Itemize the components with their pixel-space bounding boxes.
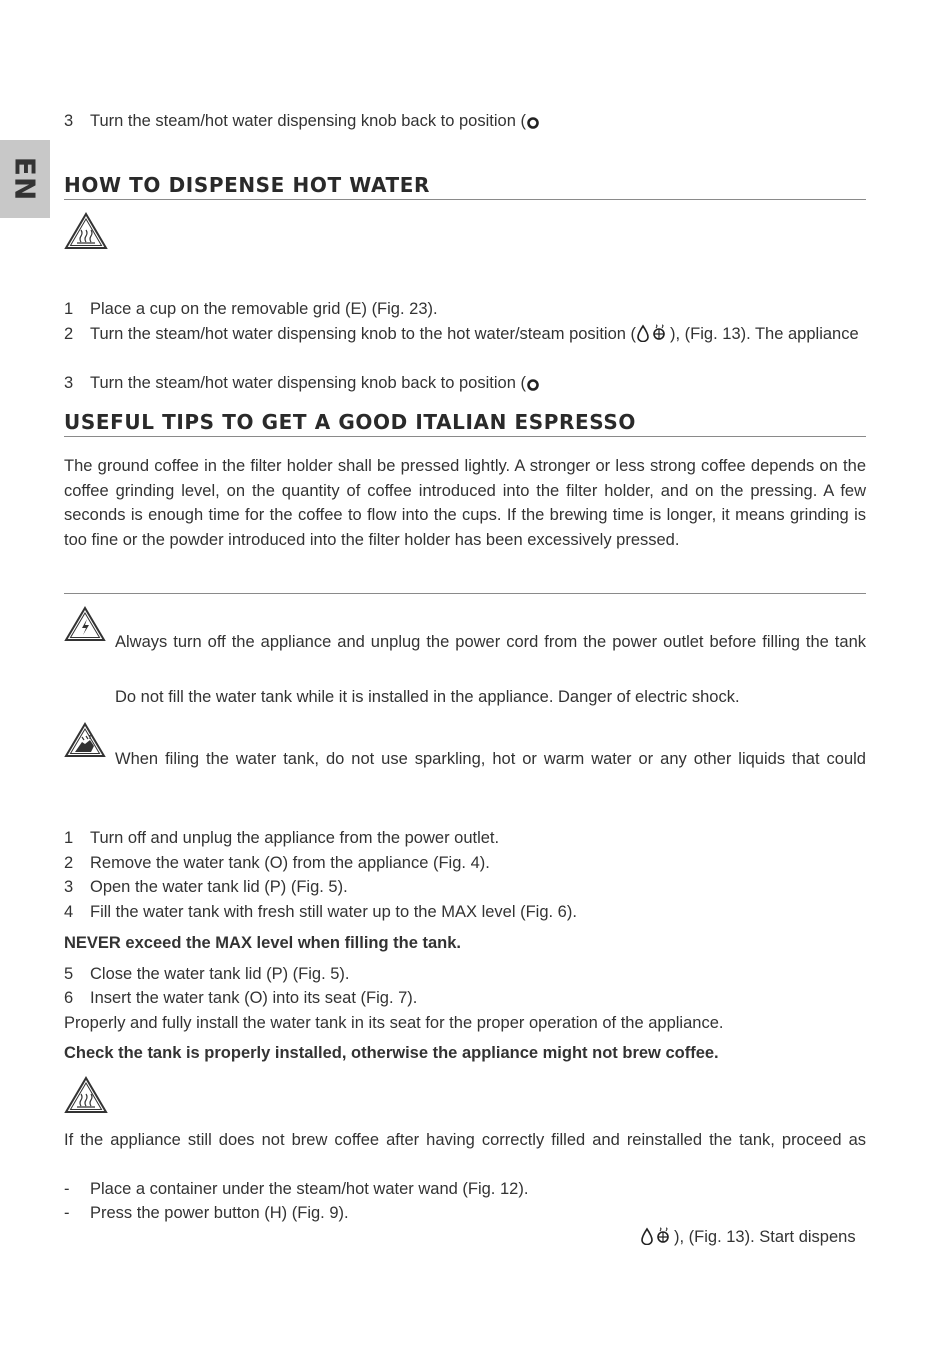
tips-paragraph: The ground coffee in the filter holder shall be pressed lightly. A stronger or less strong coffee depends on the coffee grinding level, on the quantity of coffee introduced into the filter holder, and on the pressing. A few seconds is enough time for the coffee to flow into the cups. If the brewing time is longer, it means grinding is too fine or the powder introduced into the filter holder has been excessively pressed. [64, 457, 866, 549]
off-position-icon [526, 377, 540, 391]
bullet-dash: - [64, 1204, 70, 1222]
hand-hazard-icon [64, 722, 106, 758]
bold-note: Check the tank is properly installed, otherwise the appliance might not brew coffee. [64, 1044, 719, 1062]
heading-rule [64, 436, 866, 437]
warning-text: When filing the water tank, do not use sparkling, hot or warm water or any other liquids that could [115, 750, 866, 768]
step-text: Insert the water tank (O) into its seat (Fig. 7). [90, 989, 418, 1007]
step-text: Close the water tank lid (P) (Fig. 5). [90, 965, 350, 983]
plain-note: Properly and fully install the water tank in its seat for the proper operation of the appliance. [64, 1014, 724, 1032]
step-text: Turn off and unplug the appliance from the power outlet. [90, 829, 500, 847]
bullet-text: Press the power button (H) (Fig. 9). [90, 1204, 349, 1222]
step-number: 6 [64, 989, 74, 1007]
step-text: Open the water tank lid (P) (Fig. 5). [90, 878, 348, 896]
warning-text: Always turn off the appliance and unplug the power cord from the power outlet before filling the tank [115, 633, 866, 651]
step-text: Fill the water tank with fresh still water up to the MAX level (Fig. 6). [90, 903, 577, 921]
step-text: Turn the steam/hot water dispensing knob back to position ( [90, 373, 540, 393]
step-number: 1 [64, 829, 74, 847]
section-rule [64, 593, 866, 594]
step-number: 3 [64, 374, 74, 392]
step-number: 3 [64, 112, 74, 130]
step-number: 4 [64, 903, 74, 921]
step-number: 2 [64, 854, 74, 872]
language-tab [0, 140, 50, 218]
section-heading: HOW TO DISPENSE HOT WATER [64, 173, 431, 197]
hot-surface-icon [64, 212, 108, 250]
partial-line: ), (Fig. 13). Start dispens [640, 1227, 856, 1247]
bullet-text: Place a container under the steam/hot water wand (Fig. 12). [90, 1180, 529, 1198]
step-text: Turn the steam/hot water dispensing knob back to position ( [90, 111, 540, 131]
heading-rule [64, 199, 866, 200]
paragraph-line: If the appliance still does not brew coffee after having correctly filled and reinstalled the tank, proceed as [64, 1131, 866, 1149]
warning-note: Do not fill the water tank while it is installed in the appliance. Danger of electric shock. [115, 688, 740, 706]
bold-note: NEVER exceed the MAX level when filling the tank. [64, 934, 462, 952]
step-number: 3 [64, 878, 74, 896]
step-number: 5 [64, 965, 74, 983]
language-label: EN [8, 156, 42, 202]
step-text: Place a cup on the removable grid (E) (Fig. 23). [90, 300, 438, 318]
bullet-dash: - [64, 1180, 70, 1198]
step-number: 2 [64, 325, 74, 343]
water-steam-icon [640, 1227, 674, 1245]
section-heading: USEFUL TIPS TO GET A GOOD ITALIAN ESPRESSO [64, 410, 637, 434]
water-steam-icon [636, 324, 670, 342]
step-text: Turn the steam/hot water dispensing knob to the hot water/steam position ( ), (Fig. 13). The appliance [90, 325, 859, 343]
hot-surface-icon [64, 1076, 108, 1114]
off-position-icon [526, 115, 540, 129]
electric-shock-icon [64, 606, 106, 642]
step-text: Remove the water tank (O) from the appliance (Fig. 4). [90, 854, 490, 872]
step-number: 1 [64, 300, 74, 318]
